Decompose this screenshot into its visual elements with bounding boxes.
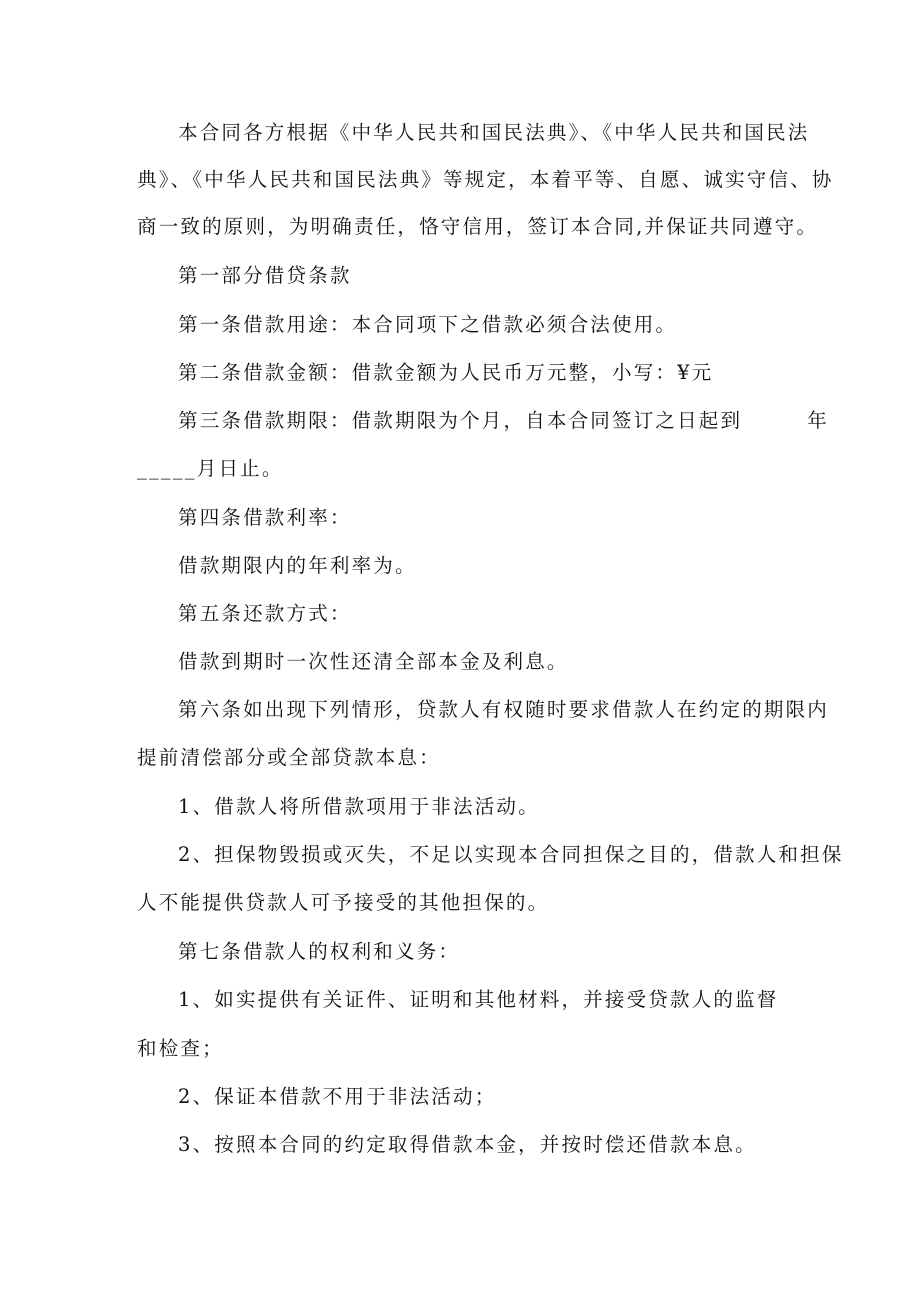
preamble-line-3: 商一致的原则，为明确责任，恪守信用，签订本合同,并保证共同遵守。	[137, 215, 819, 238]
article-5-heading: 第五条还款方式：	[178, 602, 352, 625]
article-3-line-1: 第三条借款期限：借款期限为个月，自本合同签订之日起到 年	[178, 409, 830, 432]
article-7-heading: 第七条借款人的权利和义务：	[178, 940, 461, 963]
article-7-item-2: 2、保证本借款不用于非法活动；	[178, 1085, 497, 1108]
article-6-line-2: 提前清偿部分或全部贷款本息：	[137, 746, 441, 769]
article-1: 第一条借款用途：本合同项下之借款必须合法使用。	[178, 313, 678, 336]
article-6-line-1: 第六条如出现下列情形，贷款人有权随时要求借款人在约定的期限内	[178, 698, 830, 721]
article-5-body: 借款到期时一次性还清全部本金及利息。	[178, 650, 569, 673]
article-4-heading: 第四条借款利率：	[178, 506, 352, 529]
article-3-line-2: _____月日止。	[137, 457, 284, 480]
section-heading: 第一部分借贷条款	[178, 264, 352, 287]
preamble-line-1: 本合同各方根据《中华人民共和国民法典》、《中华人民共和国民法	[178, 121, 810, 144]
article-7-item-1-line-1: 1、如实提供有关证件、证明和其他材料，并接受贷款人的监督	[178, 988, 779, 1011]
article-6-item-2-line-1: 2、担保物毁损或灭失，不足以实现本合同担保之目的，借款人和担保	[178, 843, 844, 866]
article-2: 第二条借款金额：借款金额为人民币万元整，小写：¥元	[178, 361, 714, 384]
article-6-item-1: 1、借款人将所借款项用于非法活动。	[178, 795, 540, 818]
article-4-body: 借款期限内的年利率为。	[178, 554, 417, 577]
preamble-line-2: 典》、《中华人民共和国民法典》等规定，本着平等、自愿、诚实守信、协	[137, 168, 834, 191]
article-6-item-2-line-2: 人不能提供贷款人可予接受的其他担保的。	[137, 891, 550, 914]
article-7-item-1-line-2: 和检查；	[137, 1037, 224, 1060]
article-7-item-3: 3、按照本合同的约定取得借款本金，并按时偿还借款本息。	[178, 1133, 757, 1156]
